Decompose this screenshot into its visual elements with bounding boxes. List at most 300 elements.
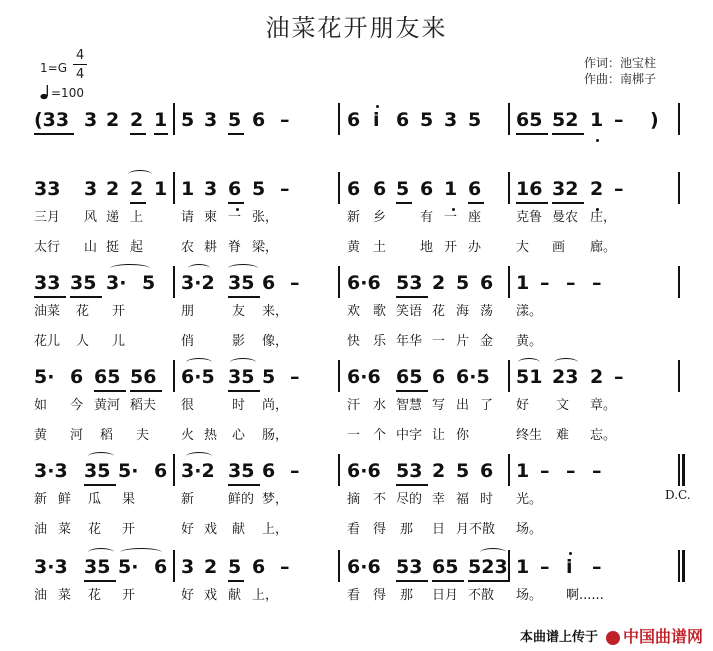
- lyric-word: 上: [130, 210, 144, 225]
- site-logo[interactable]: [606, 624, 703, 647]
- lyric-word: 油: [34, 588, 48, 603]
- note: –: [614, 178, 624, 200]
- lyric-word: 月不散: [456, 522, 496, 537]
- beam-underline: [396, 580, 428, 582]
- beam-underline: [516, 202, 548, 204]
- slur: [554, 358, 578, 367]
- lyric-word: 很: [181, 398, 195, 413]
- lyric-word: 花: [432, 304, 446, 319]
- lyric-word: 风: [84, 210, 98, 225]
- tempo-marking: =100: [51, 86, 84, 100]
- note: 523: [468, 556, 508, 578]
- barline: [508, 550, 510, 582]
- lyric-word: 忘。: [590, 428, 617, 443]
- lyric-word: 不: [373, 492, 387, 507]
- note: 3: [181, 556, 195, 578]
- note: 6: [396, 109, 410, 131]
- beam-underline: [228, 133, 244, 135]
- beam-underline: [396, 202, 412, 204]
- beam-underline: [130, 202, 146, 204]
- lyric-line-1: [0, 300, 713, 318]
- lyric-word: 大: [516, 240, 530, 255]
- note: 1: [154, 178, 168, 200]
- slur: [186, 358, 212, 367]
- notes-line: [0, 103, 713, 137]
- lyric-word: 地: [420, 240, 434, 255]
- note: 3·2: [181, 460, 215, 482]
- note: 5: [456, 460, 470, 482]
- barline: [338, 360, 340, 392]
- lyric-line-1: [0, 584, 713, 602]
- note: –: [290, 366, 300, 388]
- beam-underline: [228, 296, 260, 298]
- barline: [508, 360, 510, 392]
- barline: [338, 550, 340, 582]
- lyric-word: 梦，: [262, 492, 289, 507]
- lyric-word: 金: [480, 334, 494, 349]
- final-barline: [682, 454, 685, 486]
- barline: [678, 103, 680, 135]
- note: –: [280, 109, 290, 131]
- note: 35: [84, 556, 111, 578]
- note: 1: [516, 460, 530, 482]
- lyric-word: 肠，: [262, 428, 289, 443]
- lyric-word: 儿: [112, 334, 126, 349]
- lyric-word: 献: [228, 588, 242, 603]
- slur: [228, 264, 258, 273]
- note: 35: [84, 460, 111, 482]
- beam-underline: [228, 202, 244, 204]
- note: 53: [396, 460, 423, 482]
- beam-underline: [130, 390, 162, 392]
- lyric-word: 了: [480, 398, 494, 413]
- key-signature: 1=G: [40, 61, 67, 75]
- lyric-word: 得: [373, 522, 387, 537]
- slur: [480, 548, 506, 557]
- note: 3: [84, 109, 98, 131]
- slur: [88, 452, 114, 461]
- lyric-word: 座: [468, 210, 482, 225]
- lyric-word: 梁，: [252, 240, 279, 255]
- note: 56: [130, 366, 157, 388]
- note: 2: [204, 556, 218, 578]
- note: 3·3: [34, 460, 68, 482]
- note: 3·3: [34, 556, 68, 578]
- note: 1: [444, 178, 458, 200]
- beam-underline: [94, 390, 126, 392]
- notes-line: [0, 454, 713, 488]
- lyric-word: 一: [432, 334, 446, 349]
- lyric-line-2: [0, 424, 713, 442]
- lyric-word: 请: [181, 210, 195, 225]
- lyric-word: 一: [228, 210, 242, 225]
- lyric-word: 柬: [204, 210, 218, 225]
- barline: [508, 266, 510, 298]
- octave-dot: [596, 139, 599, 142]
- lyric-word: 果: [122, 492, 136, 507]
- barline: [173, 360, 175, 392]
- lyric-word: 写: [432, 398, 446, 413]
- note: 6: [432, 366, 446, 388]
- beam-underline: [228, 484, 260, 486]
- lyric-word: 友: [232, 304, 246, 319]
- note: 6·5: [181, 366, 215, 388]
- beam-underline: [432, 580, 464, 582]
- barline: [508, 172, 510, 204]
- lyric-word: 尽的: [396, 492, 423, 507]
- lyric-word: 欢: [347, 304, 361, 319]
- lyric-word: 尚，: [262, 398, 289, 413]
- note: 1: [516, 272, 530, 294]
- lyric-word: 花儿: [34, 334, 61, 349]
- note: 1: [516, 556, 530, 578]
- beam-underline: [228, 390, 260, 392]
- note: 2: [130, 178, 144, 200]
- lyric-word: 好: [516, 398, 530, 413]
- barline: [508, 454, 510, 486]
- note: 6: [480, 272, 494, 294]
- note: 32: [552, 178, 579, 200]
- beam-underline: [34, 296, 66, 298]
- lyric-word: 开: [444, 240, 458, 255]
- note: 53: [396, 556, 423, 578]
- lyric-line-2: [0, 236, 713, 254]
- note: 2: [590, 366, 604, 388]
- lyric-word: 日: [432, 522, 446, 537]
- lyric-word: 章。: [590, 398, 617, 413]
- note: 2: [106, 178, 120, 200]
- lyric-word: 菜: [58, 588, 72, 603]
- note: 3: [204, 109, 218, 131]
- lyric-word: 场。: [516, 588, 543, 603]
- note: 6: [70, 366, 84, 388]
- barline: [678, 172, 680, 204]
- lyric-word: 黄: [34, 428, 48, 443]
- lyric-word: 稻夫: [130, 398, 157, 413]
- lyric-line-1: [0, 488, 713, 506]
- lyric-word: 乐: [373, 334, 387, 349]
- lyric-word: 出: [456, 398, 470, 413]
- beam-underline: [228, 580, 244, 582]
- lyric-word: 新: [181, 492, 195, 507]
- lyric-word: 个: [373, 428, 387, 443]
- lyric-word: 廊。: [590, 240, 617, 255]
- note: 3·: [106, 272, 127, 294]
- note: 5: [468, 109, 482, 131]
- beam-underline: [84, 484, 116, 486]
- note: –: [592, 460, 602, 482]
- lyric-word: 时: [480, 492, 494, 507]
- note: 5: [181, 109, 195, 131]
- note: 3: [204, 178, 218, 200]
- note: –: [614, 366, 624, 388]
- note: (33: [34, 109, 70, 131]
- lyric-word: 开: [122, 522, 136, 537]
- note: 5·: [34, 366, 55, 388]
- beam-underline: [70, 296, 102, 298]
- note: 35: [228, 272, 255, 294]
- note: –: [280, 178, 290, 200]
- note: 5: [252, 178, 266, 200]
- note: –: [290, 460, 300, 482]
- lyric-word: 夫: [136, 428, 150, 443]
- lyric-word: 心: [232, 428, 246, 443]
- note: i: [373, 109, 380, 131]
- beam-underline: [396, 390, 428, 392]
- lyric-word: 好: [181, 588, 195, 603]
- lyric-word: 智慧: [396, 398, 423, 413]
- note: 6·5: [456, 366, 490, 388]
- note: 5: [228, 556, 242, 578]
- beam-underline: [154, 133, 168, 135]
- note: 6: [252, 556, 266, 578]
- lyric-word: 克鲁: [516, 210, 543, 225]
- note: 3: [84, 178, 98, 200]
- note: –: [540, 556, 550, 578]
- time-signature-top: 4: [76, 48, 85, 63]
- lyric-word: 起: [130, 240, 144, 255]
- lyric-word: 海: [456, 304, 470, 319]
- slur: [110, 264, 150, 273]
- barline: [173, 454, 175, 486]
- lyric-word: 光。: [516, 492, 543, 507]
- lyric-word: 摘: [347, 492, 361, 507]
- lyric-word: 黄。: [516, 334, 543, 349]
- composer-credit: 作曲：南梆子: [584, 72, 657, 86]
- lyric-word: 办: [468, 240, 482, 255]
- lyric-word: 画: [552, 240, 566, 255]
- lyric-word: 水: [373, 398, 387, 413]
- lyric-word: 来，: [262, 304, 289, 319]
- note: 2: [106, 109, 120, 131]
- upload-note: 本曲谱上传于: [520, 630, 599, 645]
- note: –: [540, 272, 550, 294]
- octave-dot: [376, 105, 379, 108]
- note: 6·6: [347, 366, 381, 388]
- time-signature-bottom: 4: [76, 67, 85, 82]
- lyric-line-2: [0, 518, 713, 536]
- lyric-word: 那: [400, 588, 414, 603]
- slur: [230, 358, 256, 367]
- lyric-word: 你: [456, 428, 470, 443]
- notes-line: [0, 550, 713, 584]
- lyric-word: 黄河: [94, 398, 121, 413]
- note: –: [290, 272, 300, 294]
- barline: [173, 103, 175, 135]
- lyric-word: 稻: [100, 428, 114, 443]
- lyric-word: 花: [88, 588, 102, 603]
- barline: [678, 454, 680, 486]
- lyric-word: 农: [181, 240, 195, 255]
- note: –: [614, 109, 624, 131]
- note: 52: [552, 109, 579, 131]
- lyric-word: 难: [556, 428, 570, 443]
- lyric-word: 太行: [34, 240, 61, 255]
- lyric-word: 让: [432, 428, 446, 443]
- lyric-word: 耕: [204, 240, 218, 255]
- lyric-word: 菜: [58, 522, 72, 537]
- note: 65: [432, 556, 459, 578]
- lyric-word: 片: [456, 334, 470, 349]
- lyric-word: 河: [70, 428, 84, 443]
- lyric-word: 年华: [396, 334, 423, 349]
- lyricist-credit: 作词：池宝柱: [584, 56, 657, 70]
- lyric-word: 新: [34, 492, 48, 507]
- lyric-word: 场。: [516, 522, 543, 537]
- note: 1: [154, 109, 168, 131]
- beam-underline: [84, 580, 116, 582]
- lyric-word: 歌: [373, 304, 387, 319]
- lyric-word: 火: [181, 428, 195, 443]
- lyric-word: 瓜: [88, 492, 102, 507]
- lyric-word: 油: [34, 522, 48, 537]
- note: 5: [396, 178, 410, 200]
- logo-icon: [606, 631, 620, 645]
- beam-underline: [396, 484, 428, 486]
- lyric-word: 热: [204, 428, 218, 443]
- quarter-note-icon: [40, 84, 50, 104]
- octave-dot: [569, 552, 572, 555]
- lyric-word: 今: [70, 398, 84, 413]
- final-barline: [682, 550, 685, 582]
- barline: [338, 172, 340, 204]
- lyric-word: 啊......: [566, 588, 604, 603]
- note: ): [650, 109, 659, 131]
- lyric-word: 那: [400, 522, 414, 537]
- note: i: [566, 556, 573, 578]
- slur: [518, 358, 540, 367]
- note: 35: [228, 366, 255, 388]
- note: 35: [70, 272, 97, 294]
- note: 3·2: [181, 272, 215, 294]
- note: 2: [432, 460, 446, 482]
- note: 1: [181, 178, 195, 200]
- note: 5: [262, 366, 276, 388]
- lyric-word: 俏: [181, 334, 195, 349]
- note: 16: [516, 178, 543, 200]
- notes-line: [0, 266, 713, 300]
- slur: [120, 548, 162, 557]
- beam-underline: [468, 202, 484, 204]
- barline: [338, 103, 340, 135]
- da-capo-mark: D.C.: [665, 488, 691, 502]
- lyric-line-1: [0, 394, 713, 412]
- lyric-line-1: [0, 206, 713, 224]
- lyric-word: 快: [347, 334, 361, 349]
- lyric-word: 上，: [262, 522, 289, 537]
- lyric-word: 鲜: [58, 492, 72, 507]
- note: 6·6: [347, 272, 381, 294]
- lyric-word: 汗: [347, 398, 361, 413]
- note: 23: [552, 366, 579, 388]
- beam-underline: [552, 133, 584, 135]
- note: 65: [516, 109, 543, 131]
- note: 6: [373, 178, 387, 200]
- note: 6·6: [347, 460, 381, 482]
- lyric-word: 开: [122, 588, 136, 603]
- lyric-word: 挺: [106, 240, 120, 255]
- lyric-word: 终生: [516, 428, 543, 443]
- note: 6: [154, 556, 168, 578]
- lyric-word: 曼农: [552, 210, 579, 225]
- note: –: [592, 556, 602, 578]
- lyric-word: 新: [347, 210, 361, 225]
- note: 65: [396, 366, 423, 388]
- note: 5: [456, 272, 470, 294]
- lyric-word: 荡: [480, 304, 494, 319]
- note: 33: [34, 272, 61, 294]
- beam-underline: [396, 296, 428, 298]
- notes-line: [0, 172, 713, 206]
- note: 65: [94, 366, 121, 388]
- note: –: [540, 460, 550, 482]
- note: –: [280, 556, 290, 578]
- note: 5: [228, 109, 242, 131]
- note: 5·: [118, 556, 139, 578]
- note: 6: [468, 178, 482, 200]
- lyric-word: 看: [347, 522, 361, 537]
- note: 3: [444, 109, 458, 131]
- beam-underline: [34, 133, 74, 135]
- beam-underline: [516, 133, 548, 135]
- lyric-word: 土: [373, 240, 387, 255]
- lyric-word: 笑语: [396, 304, 423, 319]
- lyric-word: 福: [456, 492, 470, 507]
- note: 2: [590, 178, 604, 200]
- lyric-word: 花: [88, 522, 102, 537]
- beam-underline: [552, 202, 584, 204]
- lyric-word: 看: [347, 588, 361, 603]
- note: 5: [142, 272, 156, 294]
- lyric-word: 张，: [252, 210, 279, 225]
- beam-underline: [130, 133, 146, 135]
- lyric-word: 一: [347, 428, 361, 443]
- lyric-word: 献: [232, 522, 246, 537]
- note: 6: [154, 460, 168, 482]
- note: –: [566, 460, 576, 482]
- note: 6: [347, 109, 361, 131]
- lyric-word: 开: [112, 304, 126, 319]
- note: 5: [420, 109, 434, 131]
- lyric-word: 人: [76, 334, 90, 349]
- lyric-word: 乡: [373, 210, 387, 225]
- slur: [186, 452, 212, 461]
- lyric-word: 不散: [468, 588, 495, 603]
- barline: [173, 172, 175, 204]
- lyric-word: 好: [181, 522, 195, 537]
- song-title: 油菜花开朋友来: [265, 14, 448, 42]
- note: 2: [432, 272, 446, 294]
- lyric-word: 像，: [262, 334, 289, 349]
- lyric-word: 一: [444, 210, 458, 225]
- note: 35: [228, 460, 255, 482]
- lyric-word: 中字: [396, 428, 423, 443]
- time-signature-line: [73, 64, 87, 65]
- note: 2: [130, 109, 144, 131]
- note: 6·6: [347, 556, 381, 578]
- lyric-word: 如: [34, 398, 48, 413]
- note: 53: [396, 272, 423, 294]
- barline: [173, 550, 175, 582]
- lyric-word: 戏: [204, 522, 218, 537]
- lyric-word: 时: [232, 398, 246, 413]
- lyric-word: 上，: [252, 588, 279, 603]
- barline: [338, 454, 340, 486]
- lyric-word: 有: [420, 210, 434, 225]
- lyric-word: 油菜: [34, 304, 61, 319]
- lyric-word: 庄，: [590, 210, 617, 225]
- lyric-word: 鲜的: [228, 492, 255, 507]
